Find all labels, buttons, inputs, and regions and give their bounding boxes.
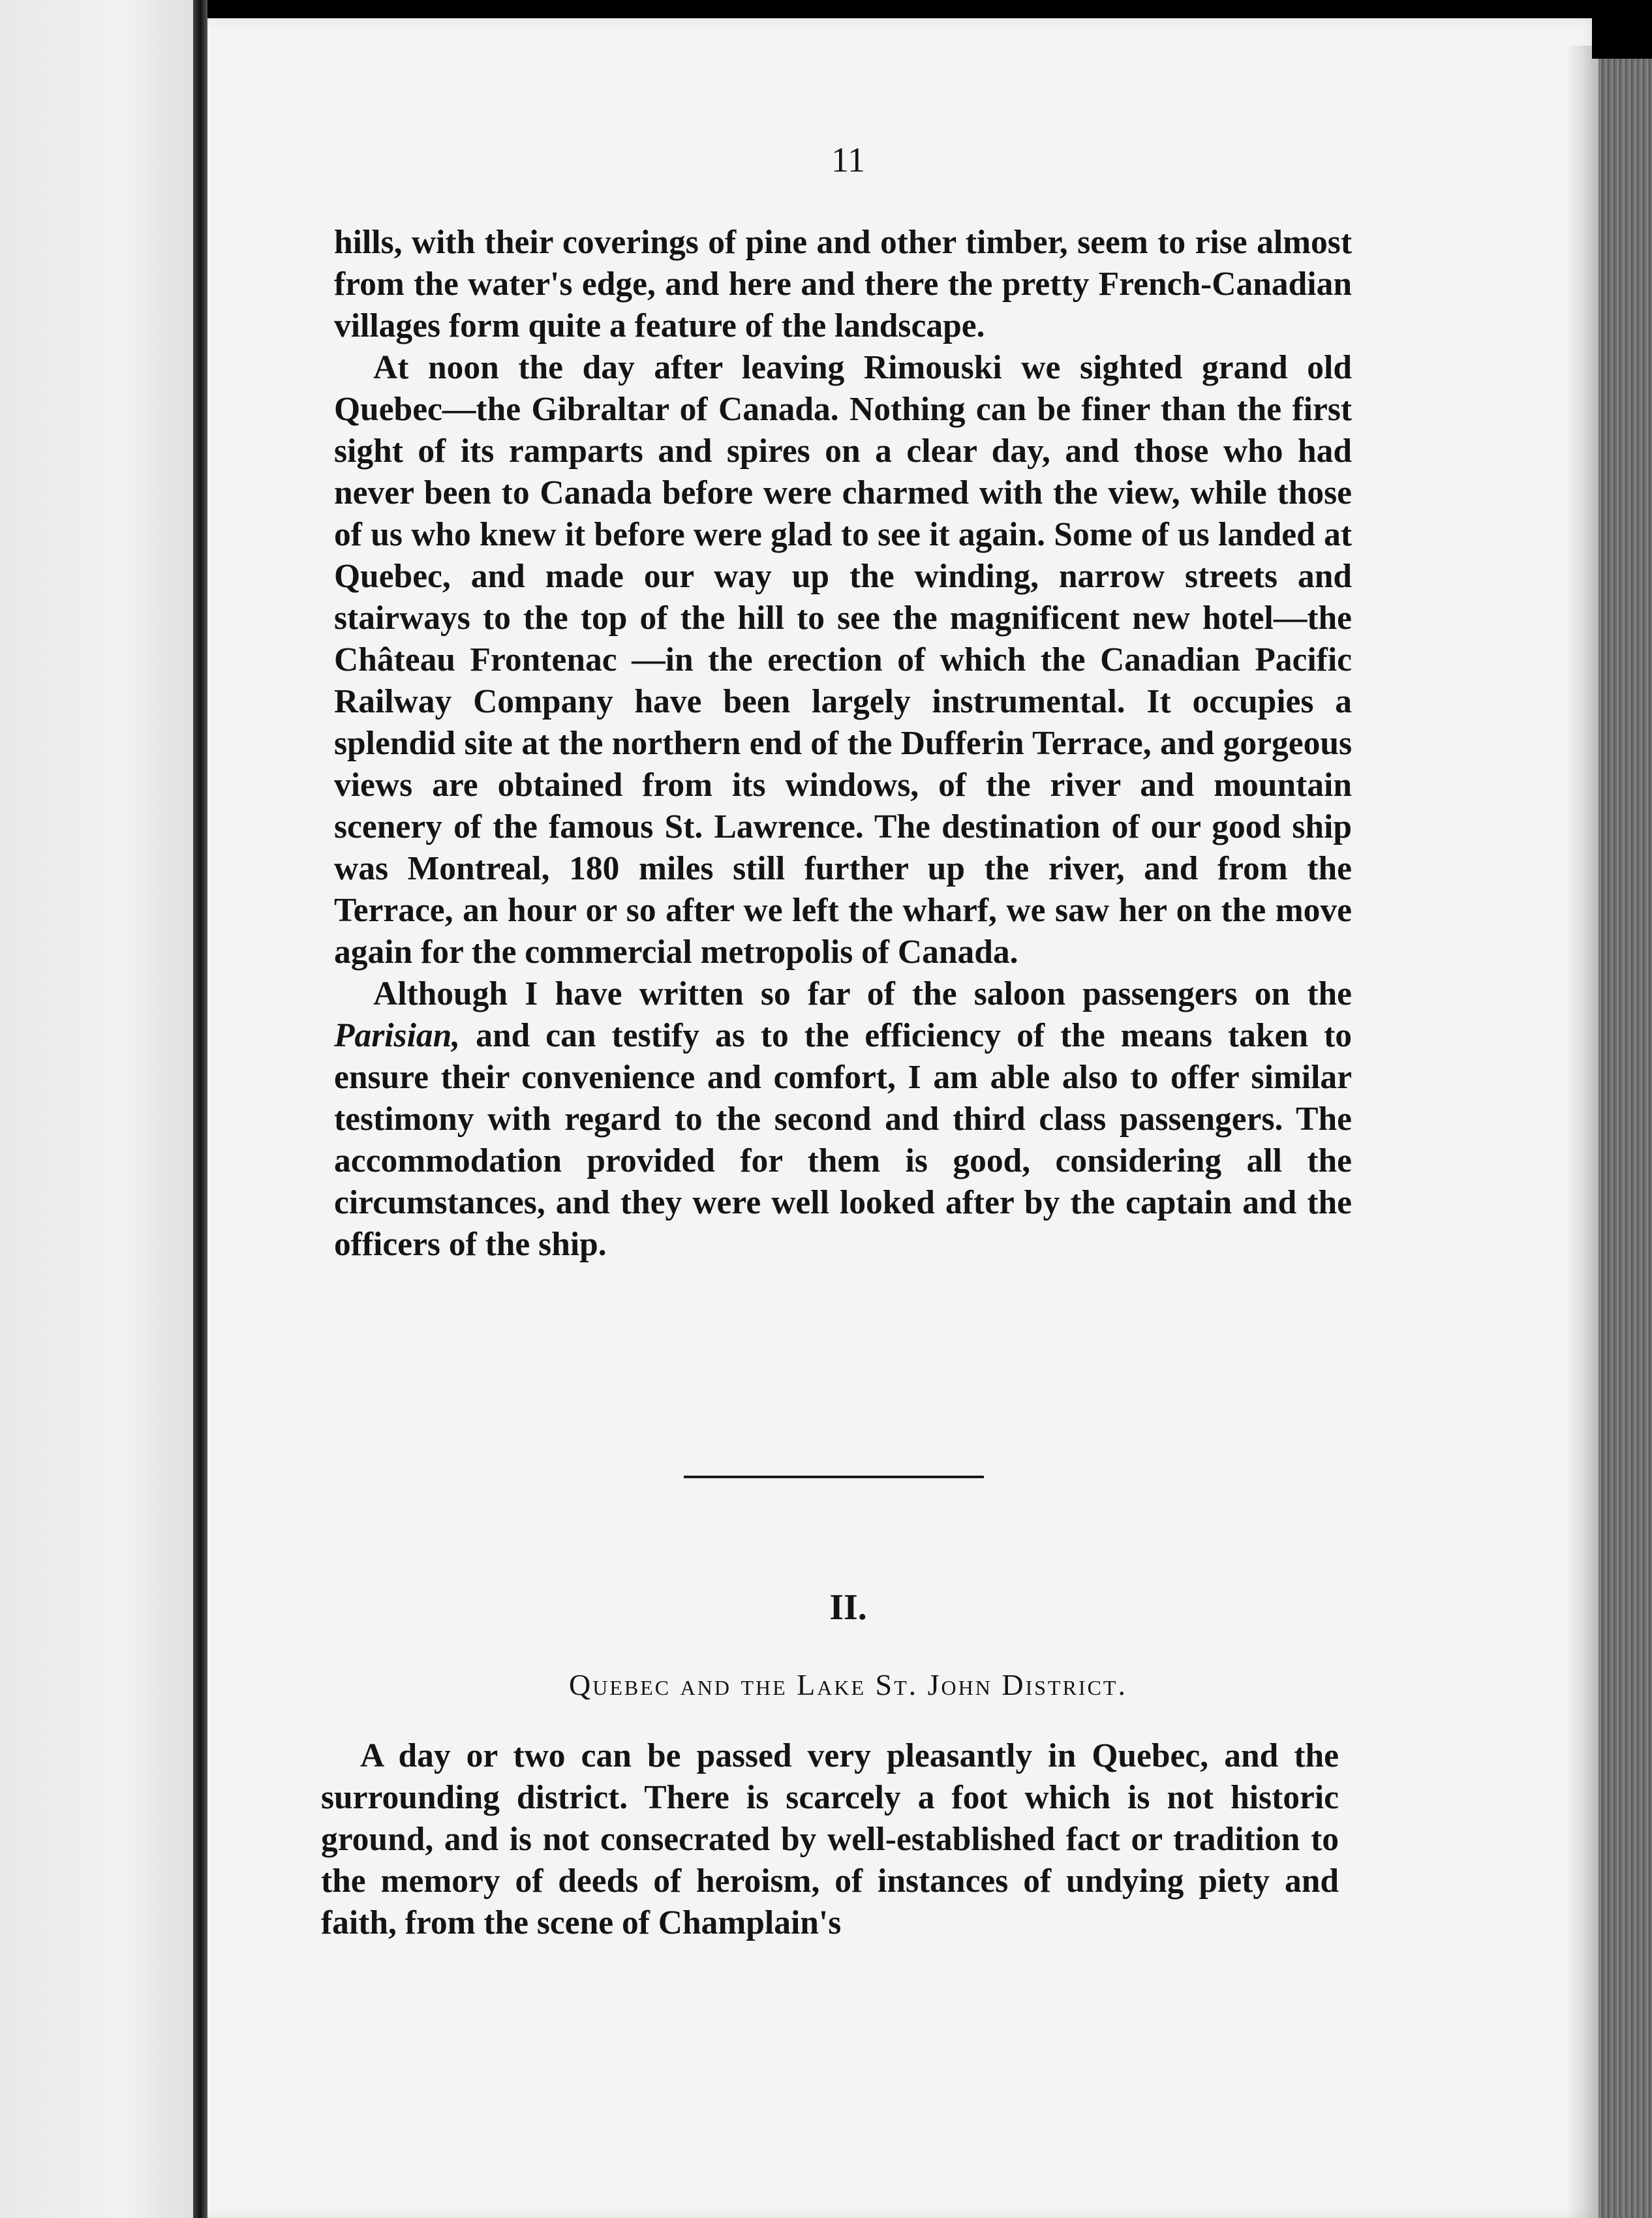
text-line: historic ground, and is not consecrated by well-established fact: [321, 1779, 1339, 1858]
text-line: of the famous St. Lawrence. The destination of our good ship: [453, 808, 1353, 845]
section-divider: [684, 1476, 984, 1478]
text-line: taken to ensure their convenience and comfort, I am able also: [334, 1017, 1353, 1096]
text-line: class passengers. The accommodation provided for them is: [334, 1101, 1353, 1179]
text-line: surrounding district. There is scarcely a foot which is not: [321, 1779, 1214, 1816]
paragraph-2: [334, 347, 1352, 973]
paragraph-1: [334, 222, 1352, 347]
text-line: was Montreal, 180 miles still further up the river, and from: [334, 850, 1288, 887]
text-line: than the first sight of its ramparts and spires on a clear day,: [334, 391, 1353, 470]
text-line: At noon the day after leaving Rimouski we sighted grand: [373, 349, 1288, 386]
text-line: way up the winding, narrow streets and stairways to the top of: [334, 558, 1352, 637]
section-number: II.: [829, 1587, 867, 1628]
text-line: looked after by the captain and the officers of the ship.: [334, 1184, 1353, 1263]
text-line: landscape.: [834, 307, 985, 344]
paragraph-4: [321, 1735, 1339, 1944]
page-gutter: [193, 0, 207, 2218]
text-line: and those who had never been to Canada before were charmed: [334, 433, 1353, 511]
text-line: with the view, while those of us who knew it before were glad: [334, 474, 1352, 553]
text-line: pretty French-Canadian villages form quite a feature of the: [334, 266, 1352, 344]
text-line: or tradition to the memory of deeds of heroism, of instances: [321, 1821, 1339, 1900]
ship-name: Parisian,: [334, 1017, 461, 1054]
text-line: the Terrace, an hour or so after we left the wharf, we saw her: [334, 850, 1352, 929]
text-line: northern end of the Dufferin Terrace, and gorgeous views are: [334, 725, 1352, 804]
text-line: have been largely instrumental. It occupies a splendid site at the: [334, 683, 1352, 762]
facing-page: [0, 0, 204, 2218]
text-line: —in the erection of which the Canadian Pacific Railway Company: [334, 641, 1353, 720]
text-line-prefix: the: [1307, 975, 1353, 1012]
page-number: 11: [831, 140, 865, 179]
page-shadow: [1566, 46, 1598, 2218]
text-line-suffix: and can testify as to the efficiency of the means: [460, 1017, 1212, 1054]
text-line: good, considering all the circumstances, and they were well: [334, 1142, 1353, 1221]
text-line: obtained from its windows, of the river and mountain scenery: [334, 767, 1353, 845]
book-edge: [1598, 52, 1652, 2218]
text-line: to offer similar testimony with regard to the second and third: [334, 1059, 1353, 1138]
text-line: hills, with their coverings of pine and other timber, seem to: [334, 224, 1186, 261]
paragraph-3: [334, 973, 1352, 1266]
text-line: rise almost from the water's edge, and here and there the: [334, 224, 1352, 303]
section-title: Quebec and the Lake St. John District.: [569, 1668, 1127, 1701]
text-block-top: [334, 222, 1352, 1266]
text-line: of undying piety and faith, from the scene of Champlain's: [321, 1862, 1339, 1941]
text-line: A day or two can be passed very pleasantly in Quebec, and the: [360, 1737, 1339, 1774]
text-line: old Quebec—the Gibraltar of Canada. Nothing can be finer: [334, 349, 1352, 428]
text-line: Although I have written so far of the saloon passengers on: [373, 975, 1291, 1012]
text-line: to see it again. Some of us landed at Quebec, and made our: [334, 516, 1353, 595]
text-line: the hill to see the magnificent new hotel—the Château Frontenac: [334, 600, 1352, 678]
book-corner: [1592, 0, 1652, 59]
text-line: on the move again for the commercial metropolis of Canada.: [334, 892, 1352, 971]
text-block-bottom: [321, 1735, 1339, 1944]
